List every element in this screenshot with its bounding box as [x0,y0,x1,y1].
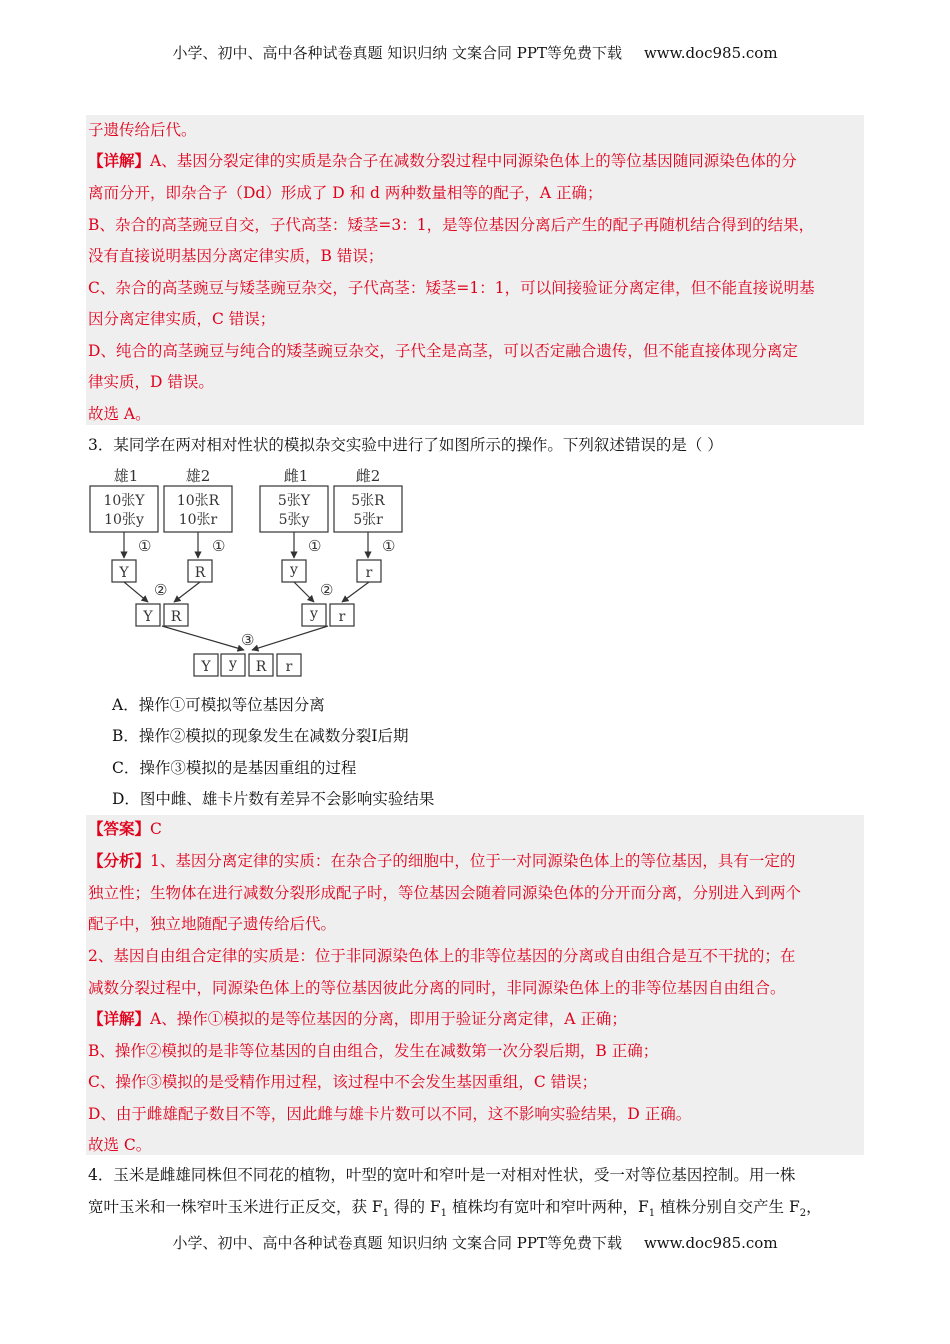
card-l3-R-text: R [255,659,267,675]
q3-detail-line-4: D、由于雌雄配子数目不等，因此雌与雄卡片数可以不同，这不影响实验结果，D 正确。 [88,1105,692,1123]
step1-label-c: ① [308,537,322,555]
page-footer [0,1232,950,1253]
header-title: 小学、初中、高中各种试卷真题 知识归纳 文案合同 PPT等免费下载 [172,44,622,62]
arrow-step3-left [162,626,244,650]
step3-label: ③ [241,631,255,649]
answer-tag: 【答案】 [88,819,151,838]
male1-cards-Y: 10张Y [103,493,145,509]
card-l3-y-text: y [229,656,237,672]
prev-detail-line-6: 因分离定律实质，C 错误； [88,310,276,328]
card-l1-r-text: r [365,565,373,581]
arrow-step3-right [252,626,328,650]
card-l2-y-text: y [310,606,318,622]
female1-cards-Y: 5张Y [277,493,311,509]
header-site: www.doc985.com [643,44,778,62]
prev-detail-line-1: 【详解】A、基因分裂定律的实质是杂合子在减数分裂过程中同源染色体上的等位基因随同源染色体的分 [88,151,797,170]
q3-analysis-line-5: 减数分裂过程中，同源染色体上的等位基因彼此分离的同时，非同源染色体上的非等位基因自由组合。 [88,979,786,997]
card-l2-R-text: R [170,609,182,625]
step1-label-b: ① [212,537,226,555]
box-title-male2: 雄2 [185,467,211,485]
q3-stem: 3．某同学在两对相对性状的模拟杂交实验中进行了如图所示的操作。下列叙述错误的是（ ） [88,436,723,454]
box-title-male1: 雄1 [113,467,139,485]
footer-title: 小学、初中、高中各种试卷真题 知识归纳 文案合同 PPT等免费下载 [172,1234,622,1252]
arrow-step2-d [342,582,369,602]
box-title-female2: 雌2 [355,467,381,485]
q3-detail-line-3: C、操作③模拟的是受精作用过程，该过程中不会发生基因重组，C 错误； [88,1073,598,1091]
detail-tag: 【详解】 [88,1009,151,1028]
male2-cards-r: 10张r [178,512,218,528]
q3-analysis-line-4: 2、基因自由组合定律的实质是：位于非同源染色体上的非等位基因的分离或自由组合是互不干扰的；在 [88,947,796,965]
female1-cards-y: 5张y [278,512,310,528]
card-l3-Y-text: Y [201,659,211,675]
q4-line-1: 4．玉米是雌雄同株但不同花的植物，叶型的宽叶和窄叶是一对相对性状，受一对等位基因控制。用一株 [88,1166,796,1184]
q3-option-b: B．操作②模拟的现象发生在减数分裂Ⅰ后期 [112,727,409,745]
card-l2-Y-text: Y [143,609,153,625]
q4-line-2: 宽叶玉米和一株窄叶玉米进行正反交，获 $F_1$ 得的 $F_1$ 植株均有宽叶和窄叶两种，$F_1$ 植株分别自交产生 $F_2$， [88,1198,822,1220]
q3-simulation-diagram [88,462,428,684]
prev-detail-line-4: 没有直接说明基因分离定律实质，B 错误； [88,247,384,265]
prev-conclusion: 故选 A。 [88,405,151,423]
answer-value: C [150,820,162,838]
detail-tag: 【详解】 [88,151,151,170]
card-l1-y-text: y [290,562,298,578]
prev-continuation: 子遗传给后代。 [88,121,197,139]
q3-analysis-line-2: 独立性；生物体在进行减数分裂形成配子时，等位基因会随着同源染色体的分开而分离，分别进入到两个 [88,884,802,902]
footer-site: www.doc985.com [643,1234,778,1252]
q3-option-c: C．操作③模拟的是基因重组的过程 [112,759,357,777]
q3-detail-line-1: 【详解】A、操作①模拟的是等位基因的分离，即用于验证分离定律，A 正确； [88,1009,627,1028]
arrow-step2-a [124,582,148,602]
q3-answer [88,818,162,840]
prev-detail-line-5: C、杂合的高茎豌豆与矮茎豌豆杂交，子代高茎：矮茎=1：1，可以间接验证分离定律，但不能直接说明基 [88,279,815,297]
q3-option-d: D．图中雌、雄卡片数有差异不会影响实验结果 [112,790,435,808]
female2-cards-R: 5张R [351,493,385,509]
q3-detail-line-2: B、操作②模拟的是非等位基因的自由组合，发生在减数第一次分裂后期，B 正确； [88,1042,659,1060]
arrow-step2-b [174,582,200,602]
step2-label-left: ② [154,581,168,599]
prev-detail-line-2: 离而分开，即杂合子（Dd）形成了 D 和 d 两种数量相等的配子，A 正确； [88,184,603,202]
prev-detail-line-8: 律实质，D 错误。 [88,373,214,391]
male1-cards-y: 10张y [104,512,144,528]
step1-label-d: ① [382,537,396,555]
card-l3-r-text: r [285,659,293,675]
female2-cards-r: 5张r [353,512,383,528]
step2-label-right: ② [320,581,334,599]
card-l1-R-text: R [194,565,206,581]
q3-analysis-line-1: 【分析】1、基因分离定律的实质：在杂合子的细胞中，位于一对同源染色体上的等位基因，具有一定的 [88,851,796,870]
analysis-tag: 【分析】 [88,851,151,870]
page-header [0,42,950,63]
q3-conclusion: 故选 C。 [88,1136,152,1154]
step1-label-a: ① [138,537,152,555]
box-title-female1: 雌1 [283,467,309,485]
card-l2-r-text: r [338,609,346,625]
prev-detail-line-3: B、杂合的高茎豌豆自交，子代高茎：矮茎=3：1，是等位基因分离后产生的配子再随机结合得到的结果， [88,216,815,234]
arrow-step2-c [294,582,314,602]
male2-cards-R: 10张R [176,493,220,509]
card-l1-Y-text: Y [119,565,129,581]
prev-detail-line-7: D、纯合的高茎豌豆与纯合的矮茎豌豆杂交，子代全是高茎，可以否定融合遗传，但不能直接体现分离定 [88,342,798,360]
q3-analysis-line-3: 配子中，独立地随配子遗传给后代。 [88,915,337,933]
q3-option-a: A．操作①可模拟等位基因分离 [112,696,325,714]
